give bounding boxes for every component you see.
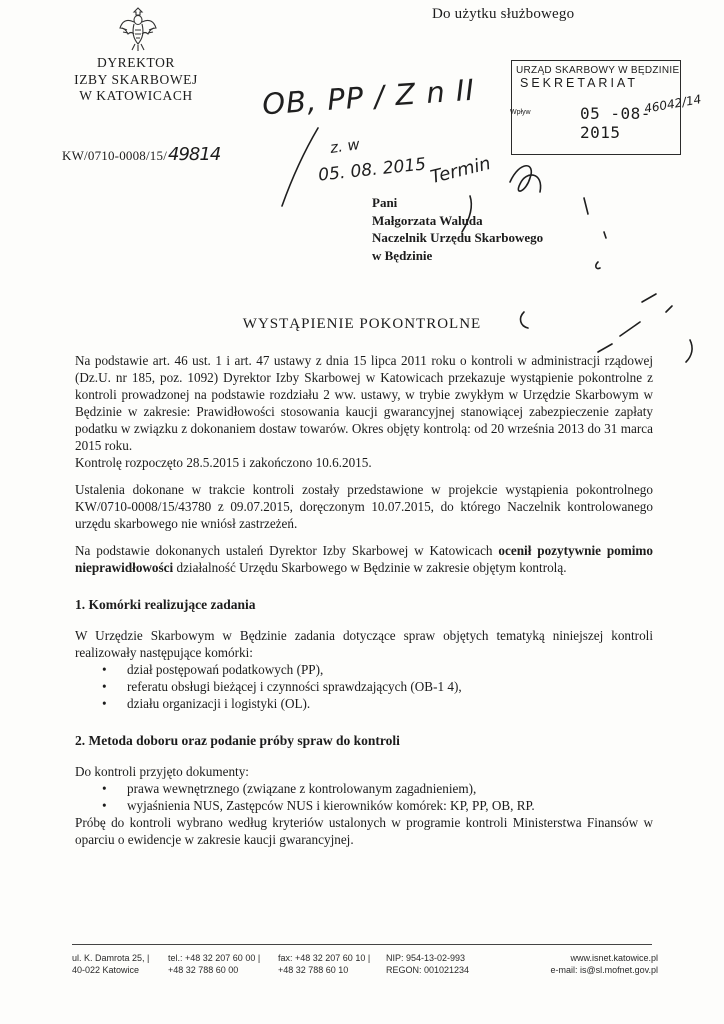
hw-stroke-signature xyxy=(510,166,541,192)
list-item: • referatu obsługi bieżącej i czynności sprawdzających (OB-1 4), xyxy=(127,678,653,695)
hw-stroke-mark xyxy=(596,262,600,269)
document-title: WYSTĄPIENIE POKONTROLNE xyxy=(242,316,482,332)
section-2-list xyxy=(75,780,653,814)
section-2-text: Do kontroli przyjęto dokumenty: xyxy=(75,764,249,779)
hw-stroke-mark-4 xyxy=(686,340,692,362)
section-2-heading: 2. Metoda doboru oraz podanie próby spraw do kontroli xyxy=(75,733,400,748)
handwritten-date: 05. 08. 2015 xyxy=(317,154,427,186)
sender-department xyxy=(58,55,214,105)
hw-stroke-mark-6 xyxy=(642,294,672,312)
hw-stroke-mark-5 xyxy=(584,198,606,238)
dept-line: W KATOWICACH xyxy=(79,88,193,103)
list-item: • działu organizacji i logistyki (OL). xyxy=(127,695,653,712)
reference-number-handwritten: 49814 xyxy=(168,144,221,165)
footer-regon: REGON: 001021234 xyxy=(386,965,470,975)
intro-paragraph: Na podstawie art. 46 ust. 1 i art. 47 ustawy z dnia 15 lipca 2011 roku o kontroli w administracji rządowej (Dz.U. nr 185, poz. 1092) Dyrektor Izby Skarbowej w Katowicach przekazuje wystąpienie pokontrolne z kontroli prowadzonej na podstawie rozdziału 2 ww. ustawy, w trybie zwykłym w Urzędzie Skarbowym w Będzinie w zakresie: Prawidłowości stosowania kaucji gwarancyjnej stanowiącej zabezpieczenie zapłaty podatku w związku z dokonaniem dostaw towarów. Okres objęty kontrolą: od 20 września 2013 do 31 marca 2015 roku. xyxy=(75,353,653,453)
footer xyxy=(72,952,658,976)
footer-row xyxy=(72,964,658,976)
receipt-stamp xyxy=(510,60,703,155)
addressee-title: Naczelnik Urzędu Skarbowego xyxy=(372,230,544,245)
footer-street: ul. K. Damrota 25, | xyxy=(72,953,150,963)
stamp-handwritten-number: 46042/14 xyxy=(643,92,703,116)
document-body xyxy=(75,352,653,858)
section-1-heading: 1. Komórki realizujące zadania xyxy=(75,597,256,612)
section-1-text: W Urzędzie Skarbowym w Będzinie zadania dotyczące spraw objętych tematyką niniejszej kontroli realizowały następujące komórki: xyxy=(75,628,653,660)
stamp-received-label: Wpływ xyxy=(510,109,531,116)
list-item: • dział postępowań podatkowych (PP), xyxy=(127,661,653,678)
dept-line: IZBY SKARBOWEJ xyxy=(74,71,198,87)
footer-row xyxy=(72,952,658,964)
section-1-list xyxy=(75,661,653,712)
stamp-secretariat: SEKRETARIAT xyxy=(520,76,638,90)
hw-stroke-slash xyxy=(282,128,318,206)
section-2-closing: Próbę do kontroli wybrano według kryteriów ustalonych w programie kontroli Ministerstwa Finansów w oparciu o ewidencje w zakresie kaucji gwarancyjnej. xyxy=(75,815,653,847)
footer-website: www.isnet.katowice.pl xyxy=(570,953,658,963)
eagle-emblem-icon xyxy=(118,6,158,52)
list-item: • prawa wewnętrznego (związane z kontrolowanym zagadnieniem), xyxy=(127,780,653,797)
addressee-name: Małgorzata Waluda xyxy=(372,212,483,228)
addressee-salutation: Pani xyxy=(372,195,398,210)
control-dates: Kontrolę rozpoczęto 28.5.2015 i zakończono 10.6.2015. xyxy=(75,455,372,470)
reference-number xyxy=(62,144,220,165)
footer-nip: NIP: 954-13-02-993 xyxy=(386,953,466,963)
stamp-office: URZĄD SKARBOWY W BĘDZINIE xyxy=(516,65,680,76)
reference-number-printed: KW/0710-0008/15/ xyxy=(62,148,168,163)
footer-city: 40-022 Katowice xyxy=(72,965,140,975)
footer-divider xyxy=(72,944,652,945)
assessment-paragraph xyxy=(75,542,653,576)
handwritten-note: z. w xyxy=(328,135,361,157)
handwritten-routing: OB, PP / Z n II xyxy=(261,72,477,122)
assessment-pre: Na podstawie dokonanych ustaleń Dyrektor Izby Skarbowej w Katowicach xyxy=(75,543,499,558)
handwritten-deadline: Termin xyxy=(428,152,493,189)
stamp-date: 05 -08- 2015 xyxy=(580,104,651,142)
footer-fax-2: +48 32 788 60 10 xyxy=(278,965,349,975)
addressee-location: w Będzinie xyxy=(372,247,433,263)
usage-note: Do użytku służbowego xyxy=(432,6,575,22)
assessment-post: działalność Urzędu Skarbowego w Będzinie w zakresie objętym kontrolą. xyxy=(173,560,567,575)
findings-paragraph: Ustalenia dokonane w trakcie kontroli zostały przedstawione w projekcie wystąpienia pokontrolnego KW/0710-0008/15/43780 z 09.07.2015, doręczonym 10.07.2015, do którego Naczelnik kontrolowanego urzędu skarbowego nie wniósł zastrzeżeń. xyxy=(75,482,653,531)
addressee-block xyxy=(372,194,543,264)
assessment-bold: ocenił pozytywnie pomimo nieprawidłowości xyxy=(75,543,653,575)
footer-phone-2: +48 32 788 60 00 xyxy=(168,965,239,975)
footer-email: e-mail: is@sl.mofnet.gov.pl xyxy=(550,965,658,975)
list-item: • wyjaśnienia NUS, Zastępców NUS i kierowników komórek: KP, PP, OB, RP. xyxy=(127,797,653,814)
footer-phone: tel.: +48 32 207 60 00 | xyxy=(168,953,261,963)
dept-line: DYREKTOR xyxy=(96,55,176,70)
footer-fax: fax: +48 32 207 60 10 | xyxy=(278,953,371,963)
